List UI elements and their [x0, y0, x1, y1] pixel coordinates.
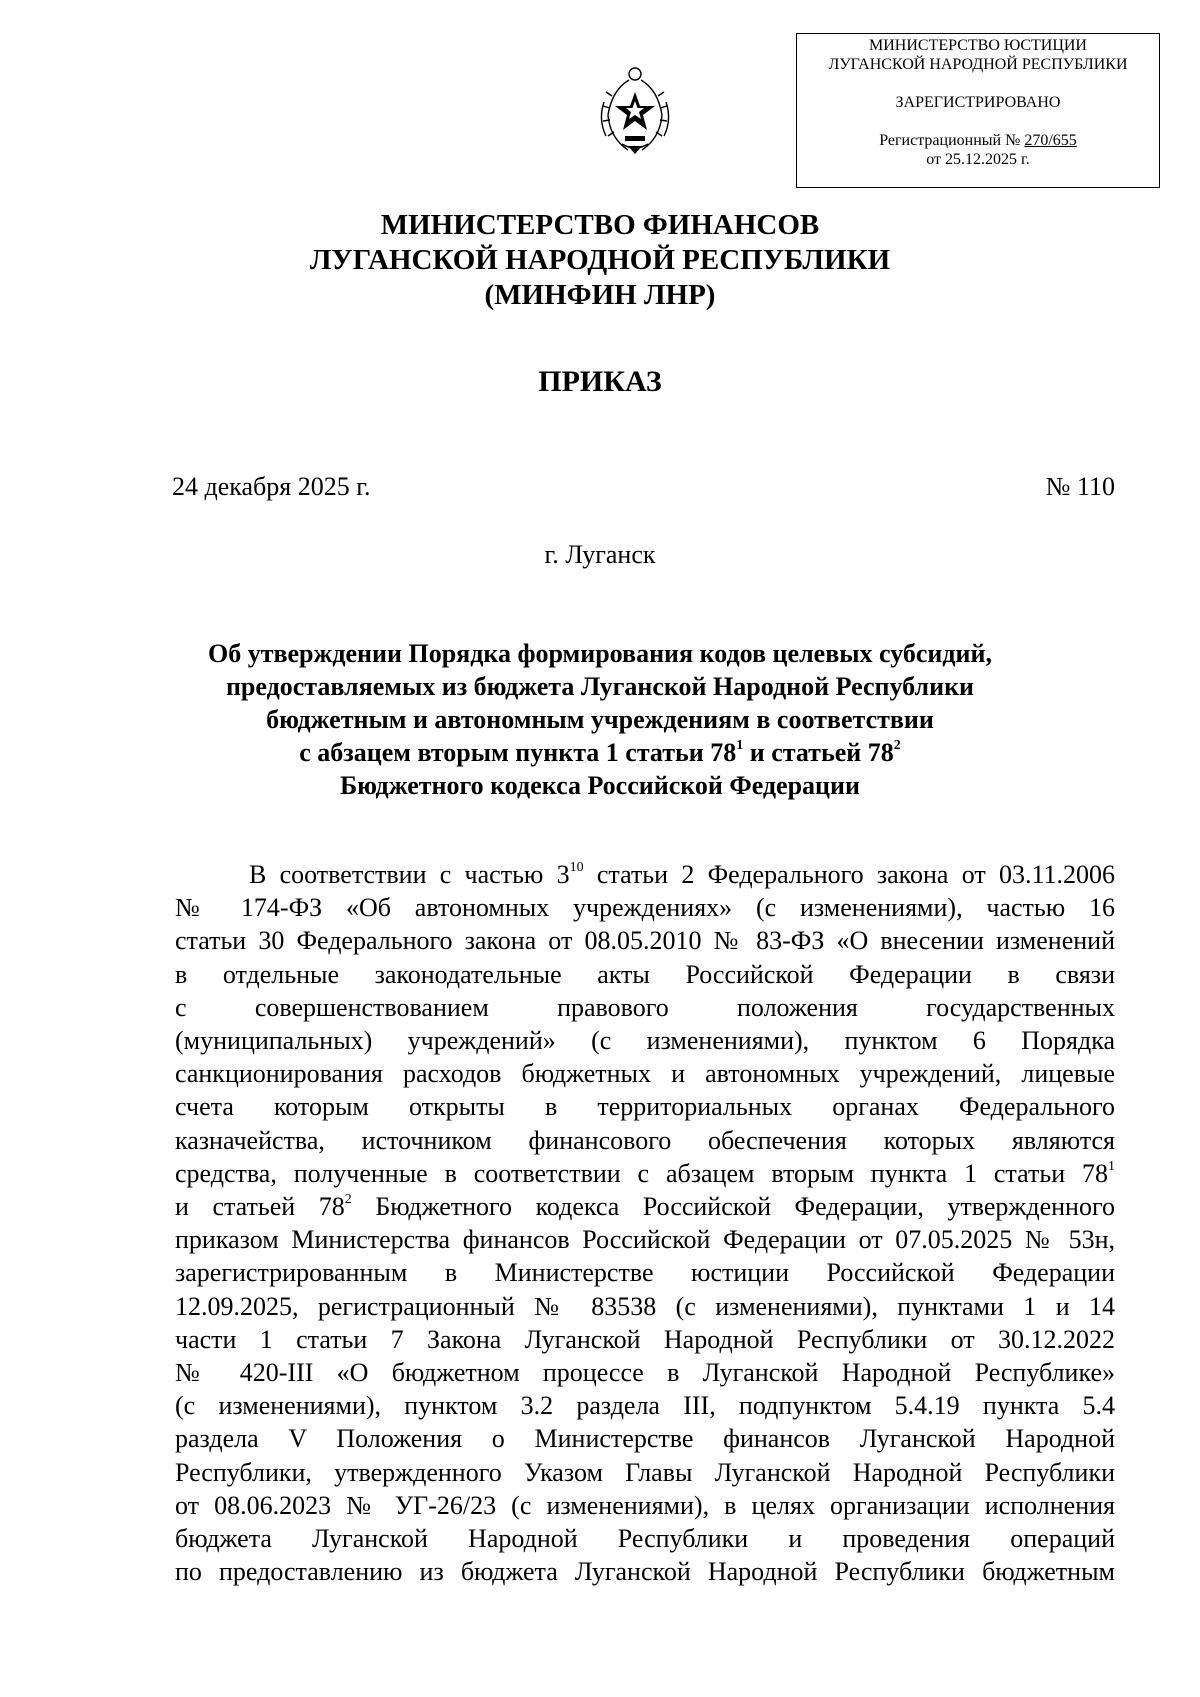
order-city: г. Луганск: [544, 540, 656, 569]
body-line-17: (с изменениями), пунктом 3.2 раздела III, подпунктом 5.4.19 пункта 5.4: [175, 1391, 1115, 1421]
order-date: 24 декабря 2025 г.: [172, 472, 371, 501]
body-line-19: Республики, утвержденного Указом Главы Луганской Народной Республики: [175, 1457, 1115, 1487]
subject-line-4: [0, 736, 1200, 769]
body-line-8: счета которым открыты в территориальных органах Федерального: [175, 1092, 1115, 1122]
body-line-20: от 08.06.2023 № УГ-26/23 (с изменениями), в целях организации исполнения: [175, 1490, 1115, 1520]
body-line-11b: Бюджетного кодекса Российской Федерации, утвержденного: [351, 1192, 1115, 1222]
org-line-1: МИНИСТЕРСТВО ФИНАНСОВ: [380, 209, 820, 241]
subject-line-2: предоставляемых из бюджета Луганской Народной Республики: [225, 672, 975, 701]
reg-status: ЗАРЕГИСТРИРОВАНО: [895, 94, 1061, 111]
body-line-15: части 1 статьи 7 Закона Луганской Народной Республики от 30.12.2022: [175, 1324, 1115, 1354]
body-sup-2: 2: [344, 1192, 352, 1208]
body-line-10a: средства, полученные в соответствии с абзацем вторым пункта 1 статьи 78: [175, 1158, 1108, 1188]
coat-of-arms-emblem: [592, 60, 678, 156]
body-line-11: [175, 1190, 1115, 1223]
body-line-1: [175, 858, 1115, 891]
subject-line-4a: с абзацем вторым пункта 1 статьи 78: [299, 738, 737, 767]
document-type-title: ПРИКАЗ: [538, 365, 662, 398]
body-line-14: 12.09.2025, регистрационный № 83538 (с изменениями), пунктами 1 и 14: [175, 1291, 1115, 1321]
order-number: № 110: [1045, 472, 1115, 501]
reg-number: 270/655: [1024, 132, 1077, 149]
body-line-11a: и статьей 78: [175, 1192, 345, 1222]
subject-sup-2: 2: [893, 738, 901, 754]
body-line-16: № 420-III «О бюджетном процессе в Луганской Народной Республике»: [175, 1358, 1115, 1388]
body-line-1a: В соответствии с частью 3: [249, 860, 570, 889]
subject-line-1: Об утверждении Порядка формирования кодов целевых субсидий,: [207, 639, 993, 668]
order-body: [175, 858, 1115, 1588]
subject-line-4b: и статьей 78: [743, 738, 894, 767]
body-line-18: раздела V Положения о Министерстве финансов Луганской Народной: [175, 1424, 1115, 1454]
body-line-12: приказом Министерства финансов Российской Федерации от 07.05.2025 № 53н,: [175, 1225, 1115, 1255]
subject-sup-1: 1: [736, 738, 744, 754]
body-line-3: статьи 30 Федерального закона от 08.05.2010 № 83-ФЗ «О внесении изменений: [175, 926, 1115, 956]
body-line-7: санкционирования расходов бюджетных и автономных учреждений, лицевые: [175, 1059, 1115, 1089]
reg-number-line: [797, 131, 1159, 150]
body-line-10: [175, 1157, 1115, 1190]
body-line-6: (муниципальных) учреждений» (с изменениями), пунктом 6 Порядка: [175, 1026, 1115, 1056]
subject-line-3: бюджетным и автономным учреждениям в соответствии: [266, 705, 934, 734]
body-line-1b: статьи 2 Федерального закона от 03.11.2006: [583, 860, 1116, 889]
body-line-5: с совершенствованием правового положения государственных: [175, 992, 1115, 1022]
subject-line-5: Бюджетного кодекса Российской Федерации: [339, 771, 860, 800]
reg-ministry-line1: МИНИСТЕРСТВО ЮСТИЦИИ: [869, 37, 1087, 54]
reg-number-label: Регистрационный №: [879, 132, 1021, 149]
body-line-4: в отдельные законодательные акты Российской Федерации в связи: [175, 959, 1115, 989]
body-sup-10: 10: [569, 860, 584, 876]
organization-heading: [0, 208, 1200, 313]
reg-date: от 25.12.2025 г.: [926, 151, 1030, 168]
body-line-2: № 174-ФЗ «Об автономных учреждениях» (с изменениями), частью 16: [175, 893, 1115, 923]
body-line-9: казначейства, источником финансового обеспечения которых являются: [175, 1125, 1115, 1155]
body-line-22: по предоставлению из бюджета Луганской Народной Республики бюджетным: [175, 1557, 1115, 1587]
org-line-2: ЛУГАНСКОЙ НАРОДНОЙ РЕСПУБЛИКИ: [309, 244, 891, 276]
registration-stamp: [796, 33, 1160, 188]
org-line-3: (МИНФИН ЛНР): [484, 279, 716, 311]
body-line-21: бюджета Луганской Народной Республики и проведения операций: [175, 1524, 1115, 1554]
body-line-13: зарегистрированным в Министерстве юстиции Российской Федерации: [175, 1258, 1115, 1288]
reg-ministry-line2: ЛУГАНСКОЙ НАРОДНОЙ РЕСПУБЛИКИ: [828, 56, 1128, 73]
body-sup-1: 1: [1108, 1159, 1115, 1175]
order-subject: [0, 637, 1200, 802]
